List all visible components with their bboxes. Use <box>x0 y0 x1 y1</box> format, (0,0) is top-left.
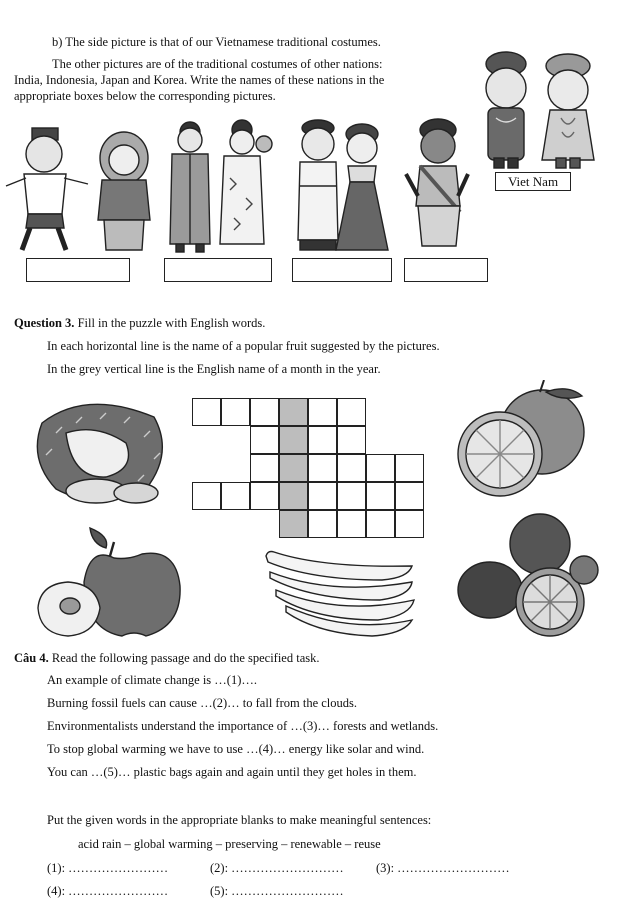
indian-costume-image <box>404 116 474 254</box>
crossword-cell[interactable] <box>395 482 424 510</box>
answer-box-3[interactable] <box>292 258 392 282</box>
crossword-cell[interactable] <box>308 398 337 426</box>
crossword-cell[interactable] <box>366 510 395 538</box>
crossword-cell-grey[interactable] <box>279 454 308 482</box>
crossword-cell[interactable] <box>192 482 221 510</box>
crossword-cell[interactable] <box>308 426 337 454</box>
crossword-cell[interactable] <box>192 398 221 426</box>
passage-sentence-5: You can …(5)… plastic bags again and again until they get holes in them. <box>47 765 417 779</box>
answer-blank-4[interactable]: (4): …………………… <box>47 884 169 898</box>
indonesian-costume-image <box>4 124 154 254</box>
crossword-cell-grey[interactable] <box>279 510 308 538</box>
crossword-cell[interactable] <box>221 482 250 510</box>
part-b-line3: appropriate boxes below the corresponding pictures. <box>14 89 276 103</box>
passage-sentence-1: An example of climate change is …(1)…. <box>47 673 257 687</box>
vietnamese-costume-image <box>466 48 608 172</box>
answer-blank-2[interactable]: (2): ……………………… <box>210 861 344 875</box>
passage-sentence-3: Environmentalists understand the importance of …(3)… forests and wetlands. <box>47 719 439 733</box>
apple-image <box>30 526 182 644</box>
viet-nam-label: Viet Nam <box>495 172 571 191</box>
word-bank: acid rain – global warming – preserving – renewable – reuse <box>78 837 381 851</box>
crossword-cell[interactable] <box>308 482 337 510</box>
answer-box-4[interactable] <box>404 258 488 282</box>
question3-line1: In each horizontal line is the name of a popular fruit suggested by the pictures. <box>47 339 440 353</box>
passage-sentence-2: Burning fossil fuels can cause …(2)… to fall from the clouds. <box>47 696 357 710</box>
crossword-cell[interactable] <box>250 398 279 426</box>
crossword-cell[interactable] <box>250 454 279 482</box>
crossword-cell[interactable] <box>308 510 337 538</box>
question4-title: Câu 4. Read the following passage and do the specified task. <box>14 651 320 665</box>
orange-image <box>452 380 592 498</box>
japanese-costume-image <box>160 118 278 254</box>
durian-image <box>26 393 176 511</box>
answer-blank-1[interactable]: (1): …………………… <box>47 861 169 875</box>
answer-box-2[interactable] <box>164 258 272 282</box>
crossword-cell[interactable] <box>337 454 366 482</box>
question3-title: Question 3. Fill in the puzzle with English words. <box>14 316 266 330</box>
answer-blank-3[interactable]: (3): ……………………… <box>376 861 510 875</box>
crossword-cell[interactable] <box>337 482 366 510</box>
question4-instruction: Put the given words in the appropriate blanks to make meaningful sentences: <box>47 813 432 827</box>
question3-line2: In the grey vertical line is the English name of a month in the year. <box>47 362 381 376</box>
crossword-cell[interactable] <box>395 454 424 482</box>
crossword-cell[interactable] <box>337 398 366 426</box>
part-b-line1: The other pictures are of the traditional costumes of other nations: <box>52 57 383 71</box>
passage-sentence-4: To stop global warming we have to use …(4)… energy like solar and wind. <box>47 742 425 756</box>
answer-blank-5[interactable]: (5): ……………………… <box>210 884 344 898</box>
crossword-cell[interactable] <box>337 426 366 454</box>
part-b-heading: b) The side picture is that of our Vietnamese traditional costumes. <box>52 35 381 49</box>
crossword-cell-grey[interactable] <box>279 398 308 426</box>
banana-image <box>262 546 422 640</box>
crossword-cell[interactable] <box>395 510 424 538</box>
crossword-cell[interactable] <box>250 482 279 510</box>
answer-box-1[interactable] <box>26 258 130 282</box>
crossword-cell-grey[interactable] <box>279 426 308 454</box>
lime-image <box>456 510 606 640</box>
part-b-line2: India, Indonesia, Japan and Korea. Write the names of these nations in the <box>14 73 385 87</box>
crossword-cell[interactable] <box>337 510 366 538</box>
crossword-cell-grey[interactable] <box>279 482 308 510</box>
crossword-cell[interactable] <box>366 482 395 510</box>
korean-costume-image <box>292 116 392 254</box>
crossword-cell[interactable] <box>308 454 337 482</box>
crossword-cell[interactable] <box>366 454 395 482</box>
crossword-cell[interactable] <box>250 426 279 454</box>
crossword-cell[interactable] <box>221 398 250 426</box>
